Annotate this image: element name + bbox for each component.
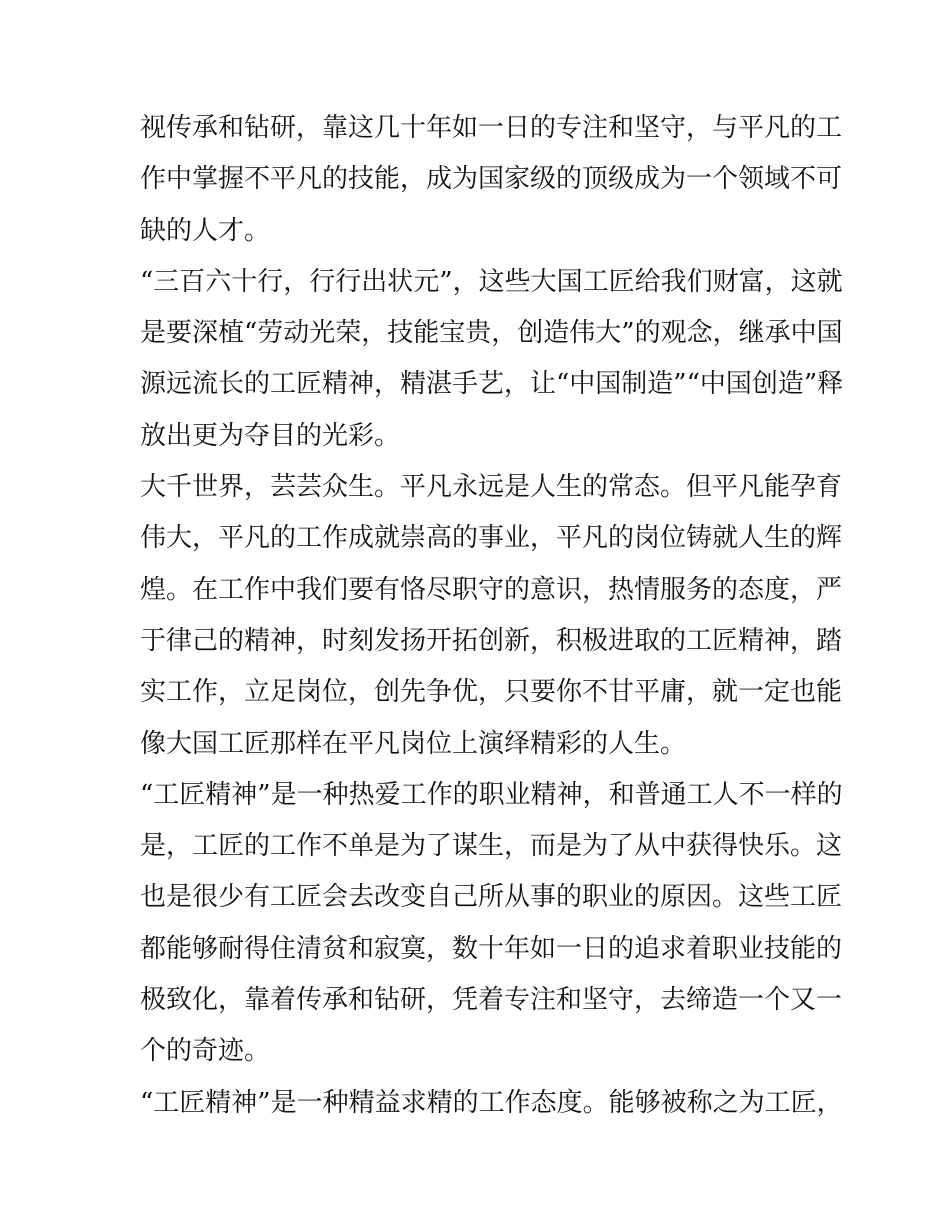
text-line: “三百六十行，行行出状元”，这些大国工匠给我们财富，这就 [140, 266, 843, 297]
text-line: 是，工匠的工作不单是为了谋生，而是为了从中获得快乐。这 [140, 831, 843, 862]
text-line: 像大国工匠那样在平凡岗位上演绎精彩的人生。 [140, 728, 687, 759]
text-line: 实工作，立足岗位，创先争优，只要你不甘平庸，就一定也能 [140, 677, 843, 708]
text-line: 个的奇迹。 [140, 1036, 271, 1067]
text-line: “工匠精神”是一种精益求精的工作态度。能够被称之为工匠， [140, 1087, 843, 1118]
text-line: “工匠精神”是一种热爱工作的职业精神，和普通工人不一样的 [140, 779, 843, 810]
text-line: 视传承和钻研，靠这几十年如一日的专注和坚守，与平凡的工 [140, 113, 843, 143]
text-line: 于律己的精神，时刻发扬开拓创新，积极进取的工匠精神，踏 [140, 625, 843, 656]
text-line: 极致化，靠着传承和钻研，凭着专注和坚守，去缔造一个又一 [140, 985, 843, 1016]
document-body [140, 103, 844, 1129]
text-line: 缺的人才。 [140, 215, 271, 246]
text-line: 是要深植“劳动光荣，技能宝贵，创造伟大”的观念，继承中国 [140, 318, 843, 349]
text-line: 煌。在工作中我们要有恪尽职守的意识，热情服务的态度，严 [140, 574, 843, 605]
text-line: 也是很少有工匠会去改变自己所从事的职业的原因。这些工匠 [140, 882, 843, 913]
text-line: 都能够耐得住清贫和寂寞，数十年如一日的追求着职业技能的 [140, 933, 843, 964]
text-line: 大千世界，芸芸众生。平凡永远是人生的常态。但平凡能孕育 [140, 472, 843, 503]
text-line: 放出更为夺目的光彩。 [140, 420, 401, 451]
text-line: 作中掌握不平凡的技能，成为国家级的顶级成为一个领域不可 [140, 164, 843, 195]
text-line: 伟大，平凡的工作成就崇高的事业，平凡的岗位铸就人生的辉 [140, 523, 843, 554]
text-line: 源远流长的工匠精神，精湛手艺，让“中国制造”“中国创造”释 [140, 369, 844, 400]
